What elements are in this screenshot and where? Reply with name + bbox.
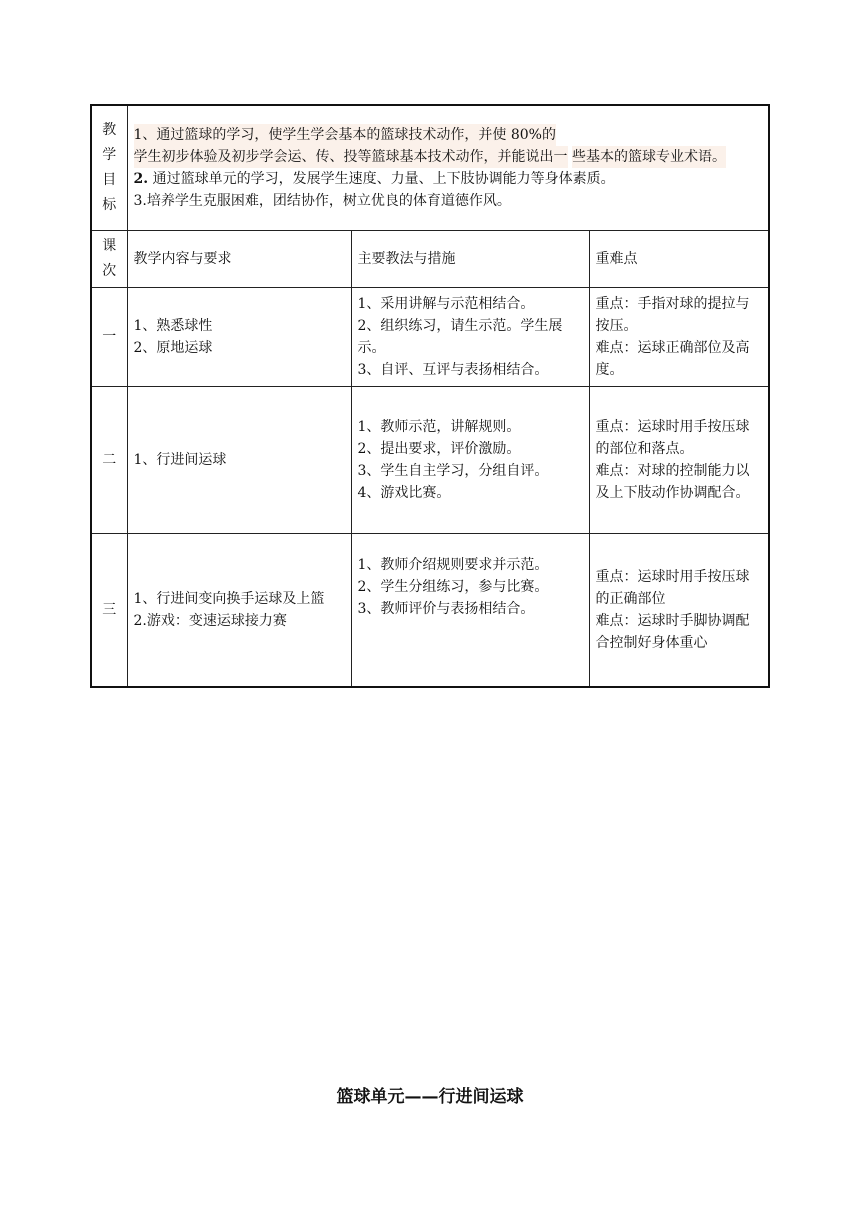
lesson-number: 二 — [91, 387, 127, 534]
key-points-cell — [589, 387, 769, 534]
method-item: 1、教师示范，讲解规则。 — [357, 419, 521, 435]
key-point-item: 重点：手指对球的提拉与按压。 — [595, 296, 750, 334]
goal-line: 3.培养学生克服困难，团结协作，树立优良的体育道德作风。 — [133, 193, 511, 209]
goals-cell — [127, 105, 769, 231]
goal-line — [134, 168, 763, 190]
table-row — [91, 387, 769, 534]
content-item: 1、行进间运球 — [133, 452, 227, 468]
content-item: 2.游戏：变速运球接力赛 — [133, 613, 287, 629]
lesson-label-char: 课 — [102, 238, 117, 254]
method-item: 4、游戏比赛。 — [357, 485, 451, 501]
method-item: 2、学生分组练习，参与比赛。 — [357, 579, 549, 595]
goal-line: 些基本的篮球专业术语。 — [572, 146, 726, 168]
key-point-item: 难点：对球的控制能力以及上下肢动作协调配合。 — [595, 463, 750, 501]
lesson-number: 一 — [91, 288, 127, 387]
content-cell — [127, 288, 351, 387]
method-item: 3、学生自主学习，分组自评。 — [357, 463, 549, 479]
method-item: 1、采用讲解与示范相结合。 — [357, 296, 535, 312]
header-key-points: 重难点 — [589, 231, 769, 288]
key-point-item: 重点：运球时用手按压球的正确部位 — [595, 569, 750, 607]
goal-line: 学生初步体验及初步学会运、传、投等篮球基本技术动作，并能说出一 — [134, 146, 568, 168]
goal-label-char: 教 — [102, 122, 117, 138]
lesson-label-cell — [91, 231, 127, 288]
table-row — [91, 534, 769, 688]
table-row — [91, 288, 769, 387]
key-point-item: 难点：运球时手脚协调配合控制好身体重心 — [595, 613, 750, 651]
key-points-cell — [589, 288, 769, 387]
header-content: 教学内容与要求 — [127, 231, 351, 288]
lesson-label-char: 次 — [102, 263, 117, 279]
content-item: 1、行进间变向换手运球及上篮 — [133, 591, 325, 607]
method-item: 3、自评、互评与表扬相结合。 — [357, 362, 549, 378]
section-title: 篮球单元——行进间运球 — [336, 1087, 524, 1107]
header-methods: 主要教法与措施 — [351, 231, 589, 288]
lesson-number: 三 — [91, 534, 127, 688]
goal-line: 1、通过篮球的学习，使学生学会基本的篮球技术动作，并使 80%的 — [134, 124, 556, 146]
goal-label-cell — [91, 105, 127, 231]
goal-label-char: 目 — [102, 172, 117, 188]
content-item: 2、原地运球 — [133, 340, 213, 356]
content-cell — [127, 534, 351, 688]
content-cell — [127, 387, 351, 534]
table-header-row — [91, 231, 769, 288]
lesson-plan-table — [90, 104, 770, 688]
key-points-cell — [589, 534, 769, 688]
goal-label-char: 学 — [102, 147, 117, 163]
method-item: 1、教师介绍规则要求并示范。 — [357, 557, 549, 573]
key-point-item: 重点：运球时用手按压球的部位和落点。 — [595, 419, 750, 457]
goal-text: 通过篮球单元的学习，发展学生速度、力量、上下肢协调能力等身体素质。 — [148, 171, 615, 187]
method-item: 3、教师评价与表扬相结合。 — [357, 601, 535, 617]
goal-number: 2. — [133, 171, 149, 187]
method-item: 2、提出要求，评价激励。 — [357, 441, 521, 457]
methods-cell — [351, 534, 589, 688]
key-point-item: 难点：运球正确部位及高度。 — [595, 340, 750, 378]
methods-cell — [351, 387, 589, 534]
methods-cell — [351, 288, 589, 387]
method-item: 2、组织练习，请生示范。学生展示。 — [357, 318, 563, 356]
goal-label-char: 标 — [102, 197, 117, 213]
teaching-goals-row — [91, 105, 769, 231]
content-item: 1、熟悉球性 — [133, 318, 213, 334]
